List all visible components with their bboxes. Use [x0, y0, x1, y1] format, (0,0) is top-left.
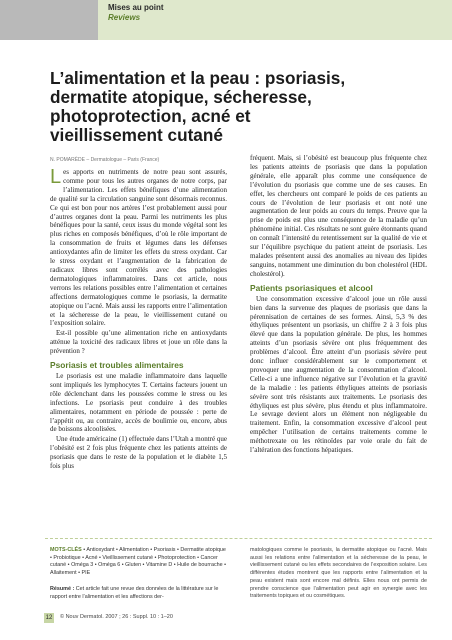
section1-paragraph-1: Le psoriasis est une maladie inflammatoire dans laquelle sont impliqués les lymphocytes T. Certains facteurs jouent un rôle déclenchant dans les poussées comme le stress ou les infections. Le psoriasis peut conduire à des troubles alimentaires, notamment en période de poussée : perte de l’appétit ou, au contraire, accès de boulimie ou, encore, abus de boissons alcoolisées. [50, 372, 227, 434]
column-right [250, 154, 427, 456]
header-bar [0, 0, 452, 40]
section2-paragraph-1: Une consommation excessive d’alcool joue un rôle aussi bien dans la survenue des plaques de psoriasis que dans la pérennisation de certaines de ses formes. Ainsi, 5,3 % des éthyliques présentent un psoriasis, un chiffre 2 à 3 fois plus élevé que dans la population générale. De plus, les hommes atteints d’un psoriasis sévère ont plus fréquemment des problèmes d’alcool. Être atteint d’un psoriasis sévère peut donc influer considérablement sur le comportement et provoquer une augmentation de la consommation d’alcool. Celle-ci a une influence négative sur l’évolution et la gravité de la maladie : les patients éthyliques atteints de psoriasis sévère sont très résistants aux traitements. Le psoriasis des éthyliques est plus sévère, plus étendu et plus inflammatoire. Le sevrage devient alors un élément non négligeable du traitement. Enfin, la consommation excessive d’alcool peut empêcher l’utilisation de certains traitements comme le méthotrexate ou les rétinoïdes par voie orale du fait de l’altération des fonctions hépatiques. [250, 294, 427, 455]
resume-text: Cet article fait une revue des données de la littérature sur le rapport entre l’alimentation et les affections der- [50, 586, 219, 600]
heading-psoriasis-alcool: Patients psoriasiques et alcool [250, 282, 373, 293]
keywords-text: • Antioxydant • Alimentation • Psoriasis • Dermatite atopique • Probiotique • Acné • Vieillissement cutané • Photoprotection • Cancer cutané • Oméga 3 • Oméga 6 • Gluten • Vitamine D • Huile de bourrache • Allaitement • PIE [50, 547, 227, 577]
resume-label: Résumé : [50, 586, 75, 592]
intro-text: es apports en nutriments de notre peau sont assurés, comme pour tous les autres organes de notre corps, par l’alimentation. Les effets bénéfiques d’une alimentation de qualité sur la circulation sanguine sont désormais reconnus. Ce qui est bon pour nos artères l’est probablement aussi pour d’autres organes dont la peau. Parmi les nutriments les plus bénéfiques pour la santé, ceux issus du monde végétal sont les plus riches en composés bénéfiques, d’où le rôle important de la consommation de fruits et légumes dans les défenses antioxydantes afin de limiter les effets du stress oxydant. Car le stress oxydant et l’augmentation de la fabrication de radicaux libres sont corrélés avec des pathologies dermatologiques inflammatoires. Dans cet article, nous verrons les relations possibles entre l’alimentation et certaines affections dermatologiques comme le psoriasis, la dermatite atopique ou l’acné. Mais aussi les rapports entre l’alimentation et la sécheresse de la peau, le vieillissement cutané ou l’exposition solaire. [50, 168, 227, 328]
drop-cap: L [50, 166, 62, 188]
header-gray-block [0, 0, 98, 40]
section-title: Mises au point [108, 3, 164, 12]
abstract-separator [45, 538, 432, 539]
section1-paragraph-3: fréquent. Mais, si l’obésité est beaucoup plus fréquente chez les patients atteints de psoriasis que dans la population générale, elle apparaît plus comme une conséquence de l’évolution du psoriasis que comme une de ses causes. En effet, les chercheurs ont comparé le poids de ces patients au cours de l’évolution de leur psoriasis et ont noté une augmentation de leur poids au cours du temps. Preuve que la prise de poids est plus une conséquence de la maladie qu’un phénomène initial. Ces résultats ne sont guère étonnants quand on connaît l’intensité du retentissement sur la qualité de vie et sur l’équilibre psychique du patient atteint de psoriasis. Les malades présentent aussi des anomalies au niveau des lipides sanguins, notamment une diminution du bon cholestérol (HDL cholestérol). [250, 154, 427, 278]
keywords-block [50, 547, 227, 578]
keywords-label: MOTS-CLÉS [50, 547, 82, 553]
resume-block [50, 586, 227, 601]
column-left [50, 168, 227, 472]
article-authors: N. POMARÈDE – Dermatologue – Paris (France) [50, 157, 160, 163]
section-subtitle: Reviews [108, 13, 141, 22]
article-title: L’alimentation et la peau : psoriasis, dermatite atopique, sécheresse, photoprotection, acné et vieillissement cutané [50, 68, 346, 145]
section1-paragraph-2: Une étude américaine (1) effectuée dans l’Utah a montré que l’obésité est 2 fois plus fréquente chez les patients atteints de psoriasis que dans le reste de la population et le diabète 1,5 fois plus [50, 435, 227, 471]
intro-paragraph-1 [50, 168, 227, 328]
page-number: 12 [45, 615, 53, 621]
footer-citation: © Nouv Dermatol. 2007 ; 26 : Suppl. 10 : 1–20 [60, 614, 173, 620]
section-label [108, 3, 164, 23]
resume-continued: matologiques comme le psoriasis, la dermatite atopique ou l’acné. Mais aussi les relations entre l’alimentation et la sécheresse de la peau, le vieillissement cutané ou les effets secondaires de l’exposition solaire. Les différentes études montrent que les rapports entre l’alimentation et la peau existent mais sont encore mal définis. Elles nous ont permis de prendre conscience que l’alimentation peut agir en synergie avec les traitements topiques et ou cosmétiques. [250, 547, 427, 600]
heading-psoriasis-troubles: Psoriasis et troubles alimentaires [50, 360, 184, 371]
intro-paragraph-2: Est-il possible qu’une alimentation riche en antioxydants atténue la toxicité des radicaux libres et joue un rôle dans la prévention ? [50, 329, 227, 356]
